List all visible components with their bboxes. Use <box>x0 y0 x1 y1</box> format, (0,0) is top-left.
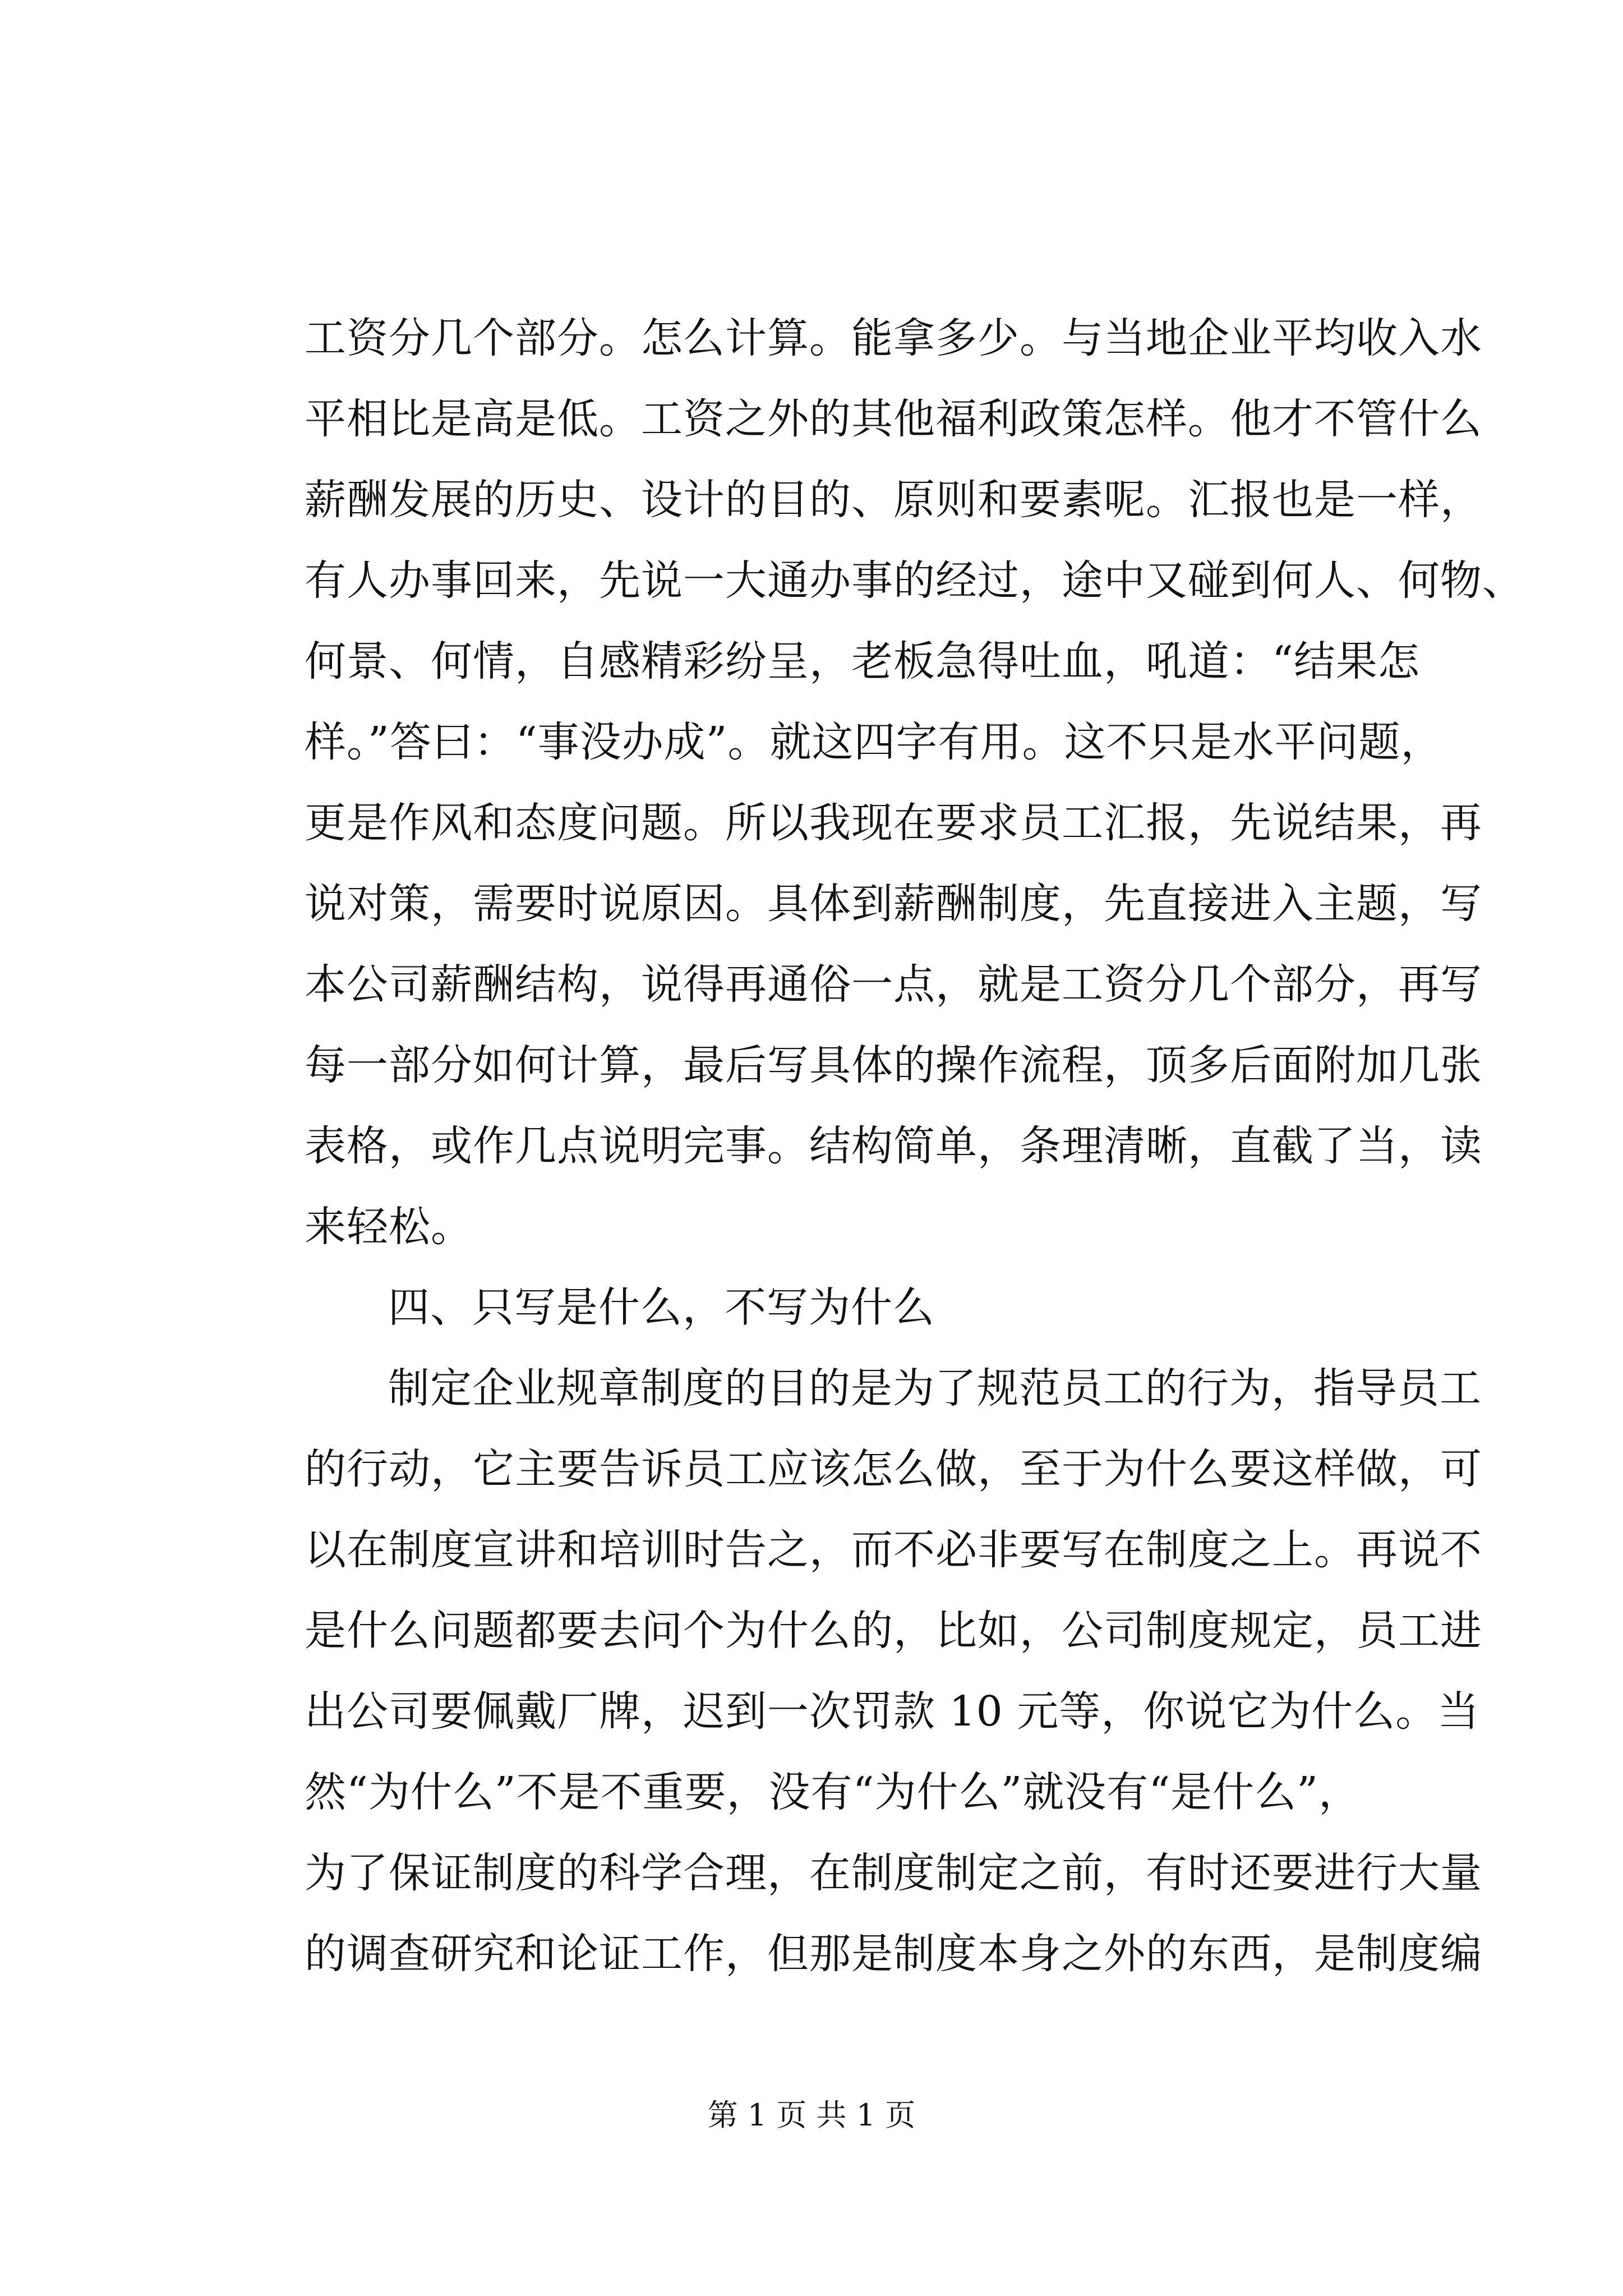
body-line: 然“为什么”不是不重要，没有“为什么”就没有“是什么”， <box>305 1768 1361 1816</box>
body-line: 样。”答曰：“事没办成”。就这四字有用。这不只是水平问题， <box>305 718 1443 766</box>
body-line: 制定企业规章制度的目的是为了规范员工的行为，指导员工 <box>388 1364 1482 1412</box>
body-line: 本公司薪酬结构，说得再通俗一点，就是工资分几个部分，再写 <box>305 960 1482 1009</box>
body-line: 每一部分如何计算，最后写具体的操作流程，顶多后面附加几张 <box>305 1041 1482 1089</box>
body-line: 何景、何情，自感精彩纷呈，老板急得吐血，吼道：“结果怎 <box>305 637 1420 685</box>
body-line: 的行动，它主要告诉员工应该怎么做，至于为什么要这样做，可 <box>305 1445 1482 1493</box>
body-line: 更是作风和态度问题。所以我现在要求员工汇报，先说结果，再 <box>305 799 1482 847</box>
section-heading: 四、只写是什么，不写为什么 <box>388 1283 935 1332</box>
body-line: 是什么问题都要去问个为什么的，比如，公司制度规定，员工进 <box>305 1607 1482 1655</box>
body-line: 工资分几个部分。怎么计算。能拿多少。与当地企业平均收入水 <box>305 314 1482 362</box>
body-line: 薪酬发展的历史、设计的目的、原则和要素呢。汇报也是一样， <box>305 476 1482 524</box>
body-line: 说对策，需要时说原因。具体到薪酬制度，先直接进入主题，写 <box>305 880 1482 928</box>
body-line: 为了保证制度的科学合理，在制度制定之前，有时还要进行大量 <box>305 1849 1482 1897</box>
body-line: 以在制度宣讲和培训时告之，而不必非要写在制度之上。再说不 <box>305 1526 1482 1574</box>
body-line: 表格，或作几点说明完事。结构简单，条理清晰，直截了当，读 <box>305 1122 1482 1170</box>
page-footer: 第 1 页 共 1 页 <box>707 2097 916 2133</box>
body-line: 有人办事回来，先说一大通办事的经过，途中又碰到何人、何物、 <box>305 556 1524 605</box>
body-line: 的调查研究和论证工作，但那是制度本身之外的东西，是制度编 <box>305 1930 1482 1978</box>
body-line: 平相比是高是低。工资之外的其他福利政策怎样。他才不管什么 <box>305 395 1482 443</box>
body-line: 来轻松。 <box>305 1203 473 1251</box>
body-line: 出公司要佩戴厂牌，迟到一次罚款 10 元等，你说它为什么。当 <box>305 1687 1480 1736</box>
